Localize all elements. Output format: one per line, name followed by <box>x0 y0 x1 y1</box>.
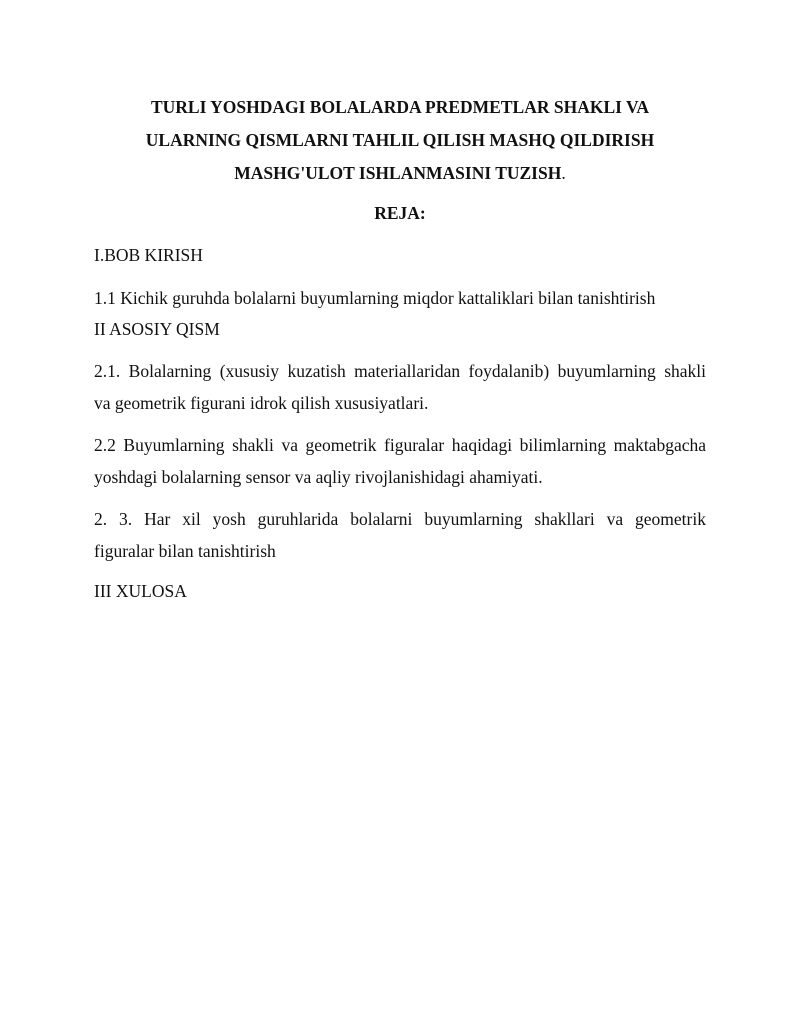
chapter-2-heading: II ASOSIY QISM <box>94 319 220 339</box>
plan-item-line: 2. 3. Har xil yosh guruhlarida bolalarni buyumlarning shakllari va geometrik <box>94 509 706 529</box>
plan-item-line: figuralar bilan tanishtirish <box>94 541 276 561</box>
chapter-3-heading: III XULOSA <box>94 581 187 601</box>
title-line-text: MASHG'ULOT ISHLANMASINI TUZISH <box>234 163 562 183</box>
plan-item-line: 2.1. Bolalarning (xususiy kuzatish materiallaridan foydalanib) buyumlarning shakli <box>94 361 706 381</box>
title-line: TURLI YOSHDAGI BOLALARDA PREDMETLAR SHAKLI VA <box>150 97 650 117</box>
title-line: ULARNING QISMLARNI TAHLIL QILISH MASHQ QILDIRISH <box>145 130 655 150</box>
title-period: . <box>561 163 566 183</box>
plan-item-line: 2.2 Buyumlarning shakli va geometrik figuralar haqidagi bilimlarning maktabgacha <box>94 435 706 455</box>
plan-item-line: yoshdagi bolalarning sensor va aqliy rivojlanishidagi ahamiyati. <box>94 467 543 487</box>
plan-item-2-2 <box>94 429 706 493</box>
plan-item-1-1: 1.1 Kichik guruhda bolalarni buyumlarning miqdor kattaliklari bilan tanishtirish <box>94 288 656 308</box>
title-line <box>94 157 706 190</box>
plan-item-2-1 <box>94 355 706 419</box>
plan-heading: REJA: <box>374 203 426 223</box>
chapter-1-heading: I.BOB KIRISH <box>94 245 203 265</box>
plan-item-2-3 <box>94 503 706 567</box>
plan-item-line: va geometrik figurani idrok qilish xususiyatlari. <box>94 393 429 413</box>
document-title <box>94 91 706 190</box>
